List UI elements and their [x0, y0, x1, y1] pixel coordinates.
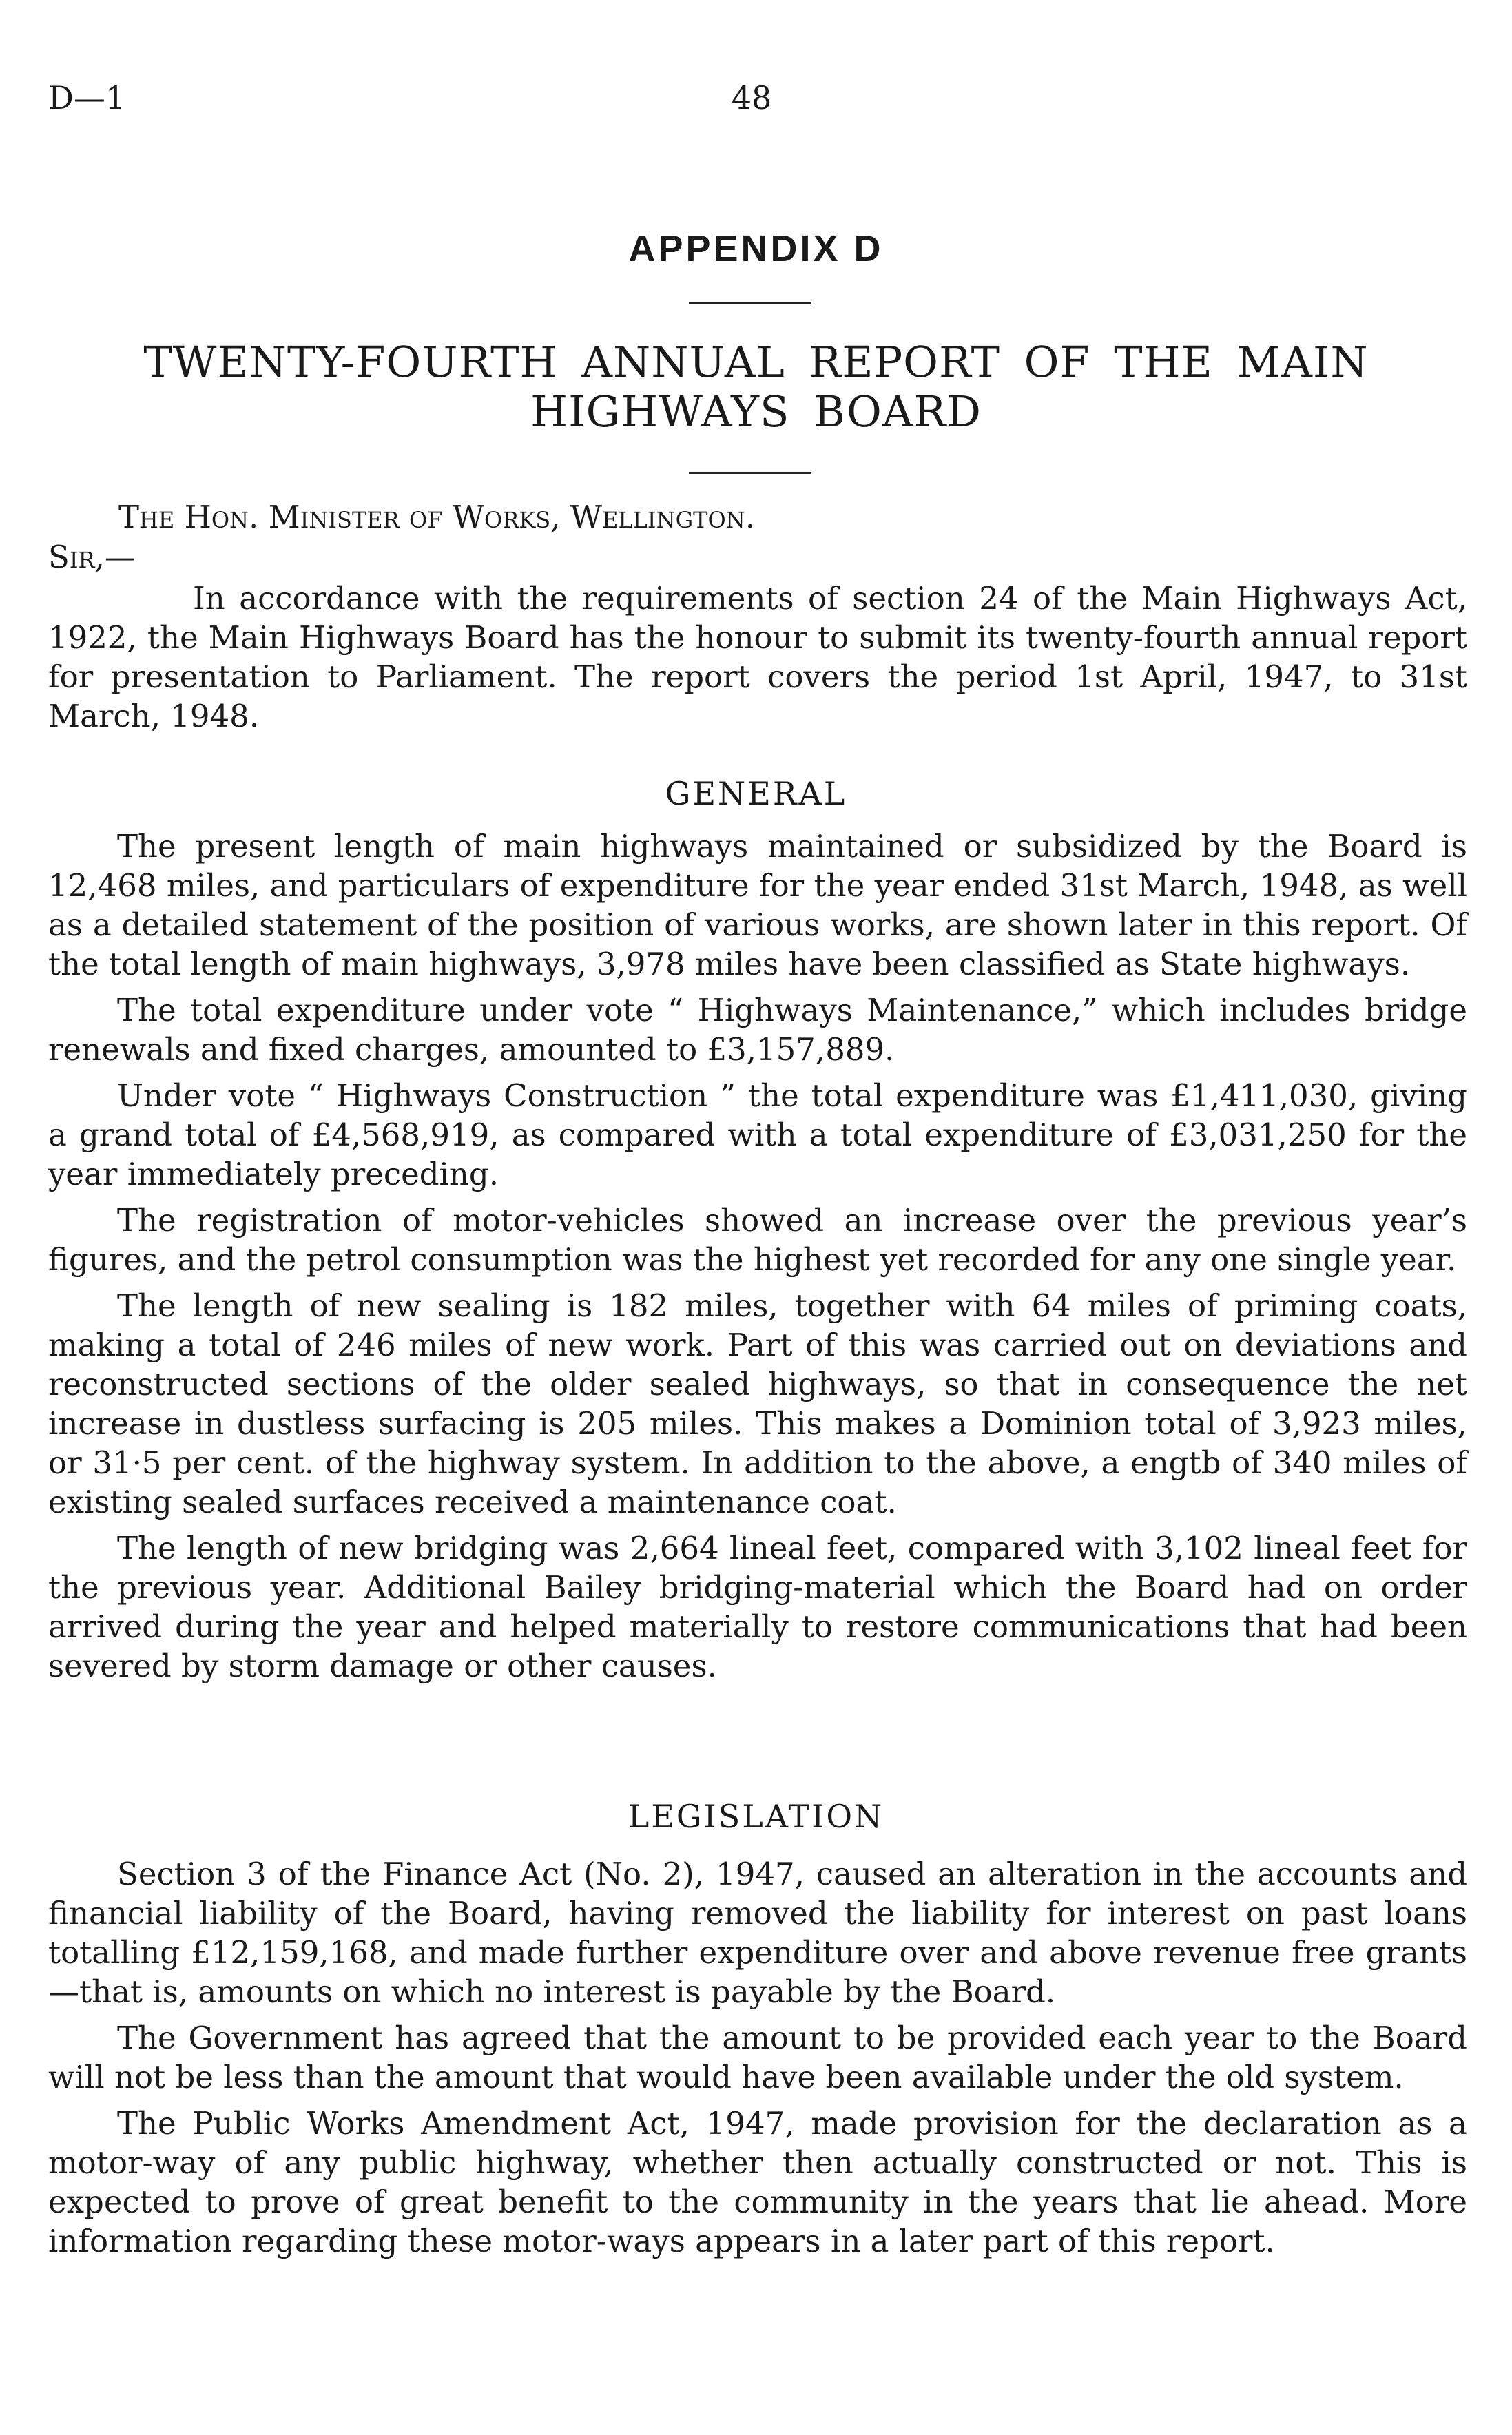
- legislation-paragraph: The Government has agreed that the amount to be provided each year to the Board will not be less than the amount that would have been available under the old system.: [48, 2020, 1467, 2095]
- general-paragraph: The length of new bridging was 2,664 lineal feet, compared with 3,102 lineal feet for the previous year. Additional Bailey bridging-material which the Board had on order arrived during the year and helped materially to restore communications that had been severed by storm damage or other causes.: [48, 1530, 1467, 1684]
- legislation-paragraph: The Public Works Amendment Act, 1947, made provision for the declaration as a motor-way of any public highway, whether then actually constructed or not. This is expected to prove of great benefit to the community in the years that lie ahead. More information regarding these motor-ways appears in a later part of this report.: [48, 2105, 1467, 2259]
- intro-paragraph: In accordance with the requirements of section 24 of the Main Highways Act, 1922, the Main Highways Board has the honour to submit its twenty-fourth annual report for presentation to Parliament. The report covers the period 1st April, 1947, to 31st March, 1948.: [48, 580, 1467, 734]
- section-heading-general: GENERAL: [665, 775, 847, 812]
- legislation-paragraph: Section 3 of the Finance Act (No. 2), 1947, caused an alteration in the accounts and financial liability of the Board, having removed the liability for interest on past loans totalling £12,159,168, and made further expenditure over and above revenue free grants—that is, amounts on which no interest is payable by the Board.: [48, 1856, 1467, 2010]
- title-divider-top: [689, 302, 811, 304]
- page-number: [48, 79, 1467, 116]
- legislation-section: [48, 1854, 1467, 2261]
- appendix-title: APPENDIX D: [628, 228, 884, 269]
- general-paragraph: Under vote “ Highways Construction ” the total expenditure was £1,411,030, giving a grand total of £4,568,919, as compared with a total expenditure of £3,031,250 for the year immediately preceding.: [48, 1077, 1467, 1192]
- addressee: The Hon. Minister of Works, Wellington.: [118, 499, 756, 535]
- general-paragraph: The length of new sealing is 182 miles, together with 64 miles of priming coats, making a total of 246 miles of new work. Part of this was carried out on deviations and reconstructed sections of the older sealed highways, so that in consequence the net increase in dustless surfacing is 205 miles. This makes a Dominion total of 3,923 miles, or 31·5 per cent. of the highway system. In addition to the above, a engtb of 340 miles of existing sealed surfaces received a maintenance coat.: [48, 1287, 1467, 1520]
- report-title: TWENTY-FOURTH ANNUAL REPORT OF THE MAIN HIGHWAYS BOARD: [143, 337, 1369, 437]
- general-paragraph: The total expenditure under vote “ Highways Maintenance,” which includes bridge renewals and fixed charges, amounted to £3,157,889.: [48, 992, 1467, 1068]
- general-paragraph: The registration of motor-vehicles showed an increase over the previous year’s figures, and the petrol consumption was the highest yet recorded for any one single year.: [48, 1202, 1467, 1278]
- general-paragraph: The present length of main highways maintained or subsidized by the Board is 12,468 miles, and particulars of expenditure for the year ended 31st March, 1948, as well as a detailed statement of the position of various works, are shown later in this report. Of the total length of main highways, 3,978 miles have been classified as State highways.: [48, 828, 1467, 982]
- title-divider-bottom: [689, 472, 811, 474]
- page-number-text: 48: [731, 79, 772, 116]
- document-code: D—1: [48, 79, 126, 116]
- section-heading-legislation: LEGISLATION: [628, 1798, 884, 1835]
- general-section: [48, 827, 1467, 1686]
- intro-section: [48, 579, 1467, 736]
- salutation: Sir,—: [48, 539, 136, 575]
- page-header: [48, 79, 1467, 121]
